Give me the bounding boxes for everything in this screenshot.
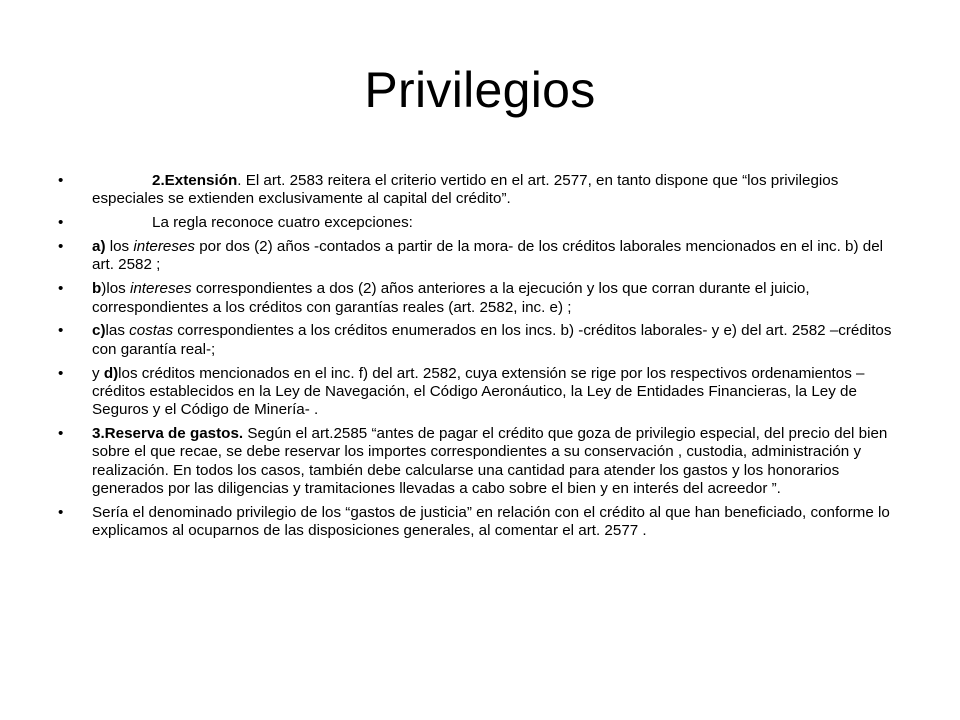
item-letter: d) (103, 364, 119, 382)
list-item (58, 365, 908, 420)
item-text: y (92, 364, 104, 382)
bullet-icon: • (58, 172, 64, 189)
list-item (58, 280, 908, 317)
bullet-list (58, 172, 908, 546)
item-text: los créditos mencionados en el inc. f) del art. 2582, cuya extensión se rige por los respectivos ordenamientos –créditos establecidos en la Ley de Navegación, el Código Aeronáutico, la Ley de Entidades Financieras, la Ley de Seguros y el Código de Minería- . (92, 364, 865, 419)
item-letter: b (92, 280, 102, 298)
bullet-icon: • (58, 322, 64, 340)
bullet-icon: • (58, 364, 64, 382)
item-emphasis: intereses (129, 280, 192, 298)
list-item (58, 504, 908, 541)
item-letter: a) (92, 238, 106, 256)
bullet-icon: • (58, 503, 64, 521)
slide-title: Privilegios (364, 62, 596, 118)
section-heading: 2.Extensión (152, 172, 238, 189)
item-text: )los (101, 280, 130, 298)
item-text: . El art. 2583 reitera el criterio vertido en el art. 2577, en tanto dispone que “los privilegios especiales se extienden exclusivamente al capital del crédito”. (92, 172, 839, 208)
list-item (58, 322, 908, 359)
bullet-icon: • (58, 425, 64, 443)
item-emphasis: intereses (133, 238, 196, 256)
list-item (58, 238, 908, 275)
item-text: Sería el denominado privilegio de los “gastos de justicia” en relación con el crédito al que han beneficiado, conforme lo explicamos al ocuparnos de las disposiciones generales, al comentar el art. 2577 . (92, 503, 890, 540)
list-item (58, 172, 908, 209)
section-heading: 3.Reserva de gastos. (92, 425, 244, 443)
list-item (58, 214, 908, 232)
bullet-icon: • (58, 280, 64, 298)
list-item (58, 425, 908, 498)
item-text: La regla reconoce cuatro excepciones: (152, 214, 413, 232)
item-text: correspondientes a dos (2) años anteriores a la ejecución y los que corran durante el juicio, correspondientes a los créditos con garantías reales (art. 2582, inc. e) ; (92, 280, 810, 316)
item-letter: c) (92, 322, 106, 340)
item-text: los (105, 238, 134, 256)
item-emphasis: costas (129, 322, 174, 340)
item-text: por dos (2) años -contados a partir de la mora- de los créditos laborales mencionados en el inc. b) del art. 2582 ; (92, 238, 884, 274)
bullet-icon: • (58, 238, 64, 256)
item-text: correspondientes a los créditos enumerados en los incs. b) -créditos laborales- y e) del art. 2582 –créditos con garantía real-; (92, 322, 892, 358)
item-text: Según el art.2585 “antes de pagar el crédito que goza de privilegio especial, del precio del bien sobre el que recae, se debe reservar los importes correspondientes a su conservación , custodia, administración y realización. En todos los casos, también debe calcularse una cantidad para atender los gastos y los honorarios generados por las diligencias y tramitaciones llevadas a cabo sobre el bien y en interés del acreedor ”. (92, 425, 888, 498)
bullet-icon: • (58, 214, 64, 232)
item-text: las (105, 322, 130, 340)
